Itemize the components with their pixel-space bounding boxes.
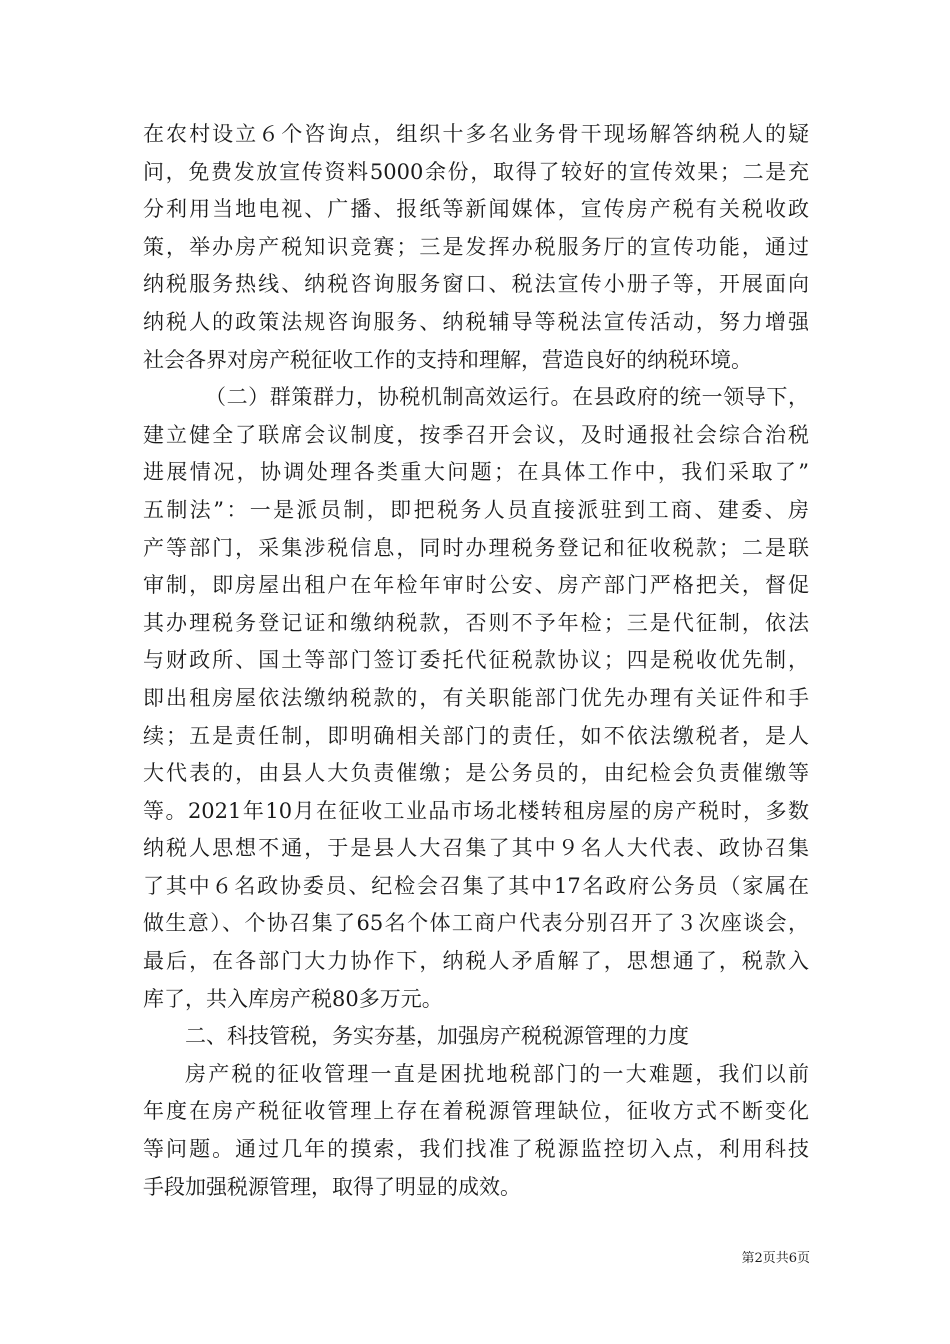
text-line: 社会各界对房产税征收工作的支持和理解，营造良好的纳税环境。 <box>143 347 752 372</box>
text-line: 做生意）、个协召集了65名个体工商户代表分别召开了３次座谈会， <box>143 911 809 936</box>
text-line: 问，免费发放宣传资料5000余份，取得了较好的宣传效果；二是充 <box>143 159 809 184</box>
text-line: 审制，即房屋出租户在年检年审时公安、房产部门严格把关，督促 <box>143 573 809 598</box>
text-line: 年度在房产税征收管理上存在着税源管理缺位，征收方式不断变化 <box>143 1099 809 1124</box>
text-line: 产等部门，采集涉税信息，同时办理税务登记和征收税款；二是联 <box>143 535 809 560</box>
text-line: 分利用当地电视、广播、报纸等新闻媒体，宣传房产税有关税收政 <box>143 197 809 222</box>
text-line: 续；五是责任制，即明确相关部门的责任，如不依法缴税者，是人 <box>143 723 809 748</box>
text-line: 房产税的征收管理一直是困扰地税部门的一大难题，我们以前 <box>185 1061 809 1086</box>
text-line: 等。2021年10月在征收工业品市场北楼转租房屋的房产税时，多数 <box>143 798 809 823</box>
page-number: 第2页共6页 <box>741 1251 810 1266</box>
text-line: 其办理税务登记证和缴纳税款，否则不予年检；三是代征制，依法 <box>143 610 809 635</box>
text-line: 了其中６名政协委员、纪检会召集了其中17名政府公务员（家属在 <box>143 873 809 898</box>
paragraph-2 <box>143 379 809 1018</box>
text-line: 手段加强税源管理，取得了明显的成效。 <box>143 1174 521 1199</box>
text-line: 进展情况，协调处理各类重大问题；在具体工作中，我们采取了” <box>143 460 809 485</box>
paragraph-1 <box>143 116 809 379</box>
text-line: 即出租房屋依法缴纳税款的，有关职能部门优先办理有关证件和手 <box>143 685 809 710</box>
section-heading: 二、科技管税，务实夯基，加强房产税税源管理的力度 <box>185 1024 689 1049</box>
document-body <box>143 116 809 1206</box>
text-line: 五制法”：一是派员制，即把税务人员直接派驻到工商、建委、房 <box>143 497 809 522</box>
text-line: 与财政所、国土等部门签订委托代征税款协议；四是税收优先制， <box>143 648 809 673</box>
text-line: 最后，在各部门大力协作下，纳税人矛盾解了，思想通了，税款入 <box>143 949 809 974</box>
text-line: 在农村设立６个咨询点，组织十多名业务骨干现场解答纳税人的疑 <box>143 122 809 146</box>
text-line: 纳税人思想不通，于是县人大召集了其中９名人大代表、政协召集 <box>143 836 809 861</box>
text-line: （二）群策群力，协税机制高效运行。在县政府的统一领导下， <box>205 385 809 410</box>
text-line: 纳税服务热线、纳税咨询服务窗口、税法宣传小册子等，开展面向 <box>143 272 809 297</box>
paragraph-3 <box>143 1056 809 1206</box>
text-line: 纳税人的政策法规咨询服务、纳税辅导等税法宣传活动，努力增强 <box>143 309 809 334</box>
text-line: 策，举办房产税知识竞赛；三是发挥办税服务厅的宣传功能，通过 <box>143 234 809 259</box>
text-line: 库了，共入库房产税80多万元。 <box>143 986 443 1011</box>
text-line: 大代表的，由县人大负责催缴；是公务员的，由纪检会负责催缴等 <box>143 761 809 786</box>
text-line: 等问题。通过几年的摸索，我们找准了税源监控切入点，利用科技 <box>143 1137 809 1162</box>
text-line: 建立健全了联席会议制度，按季召开会议，及时通报社会综合治税 <box>143 422 809 447</box>
